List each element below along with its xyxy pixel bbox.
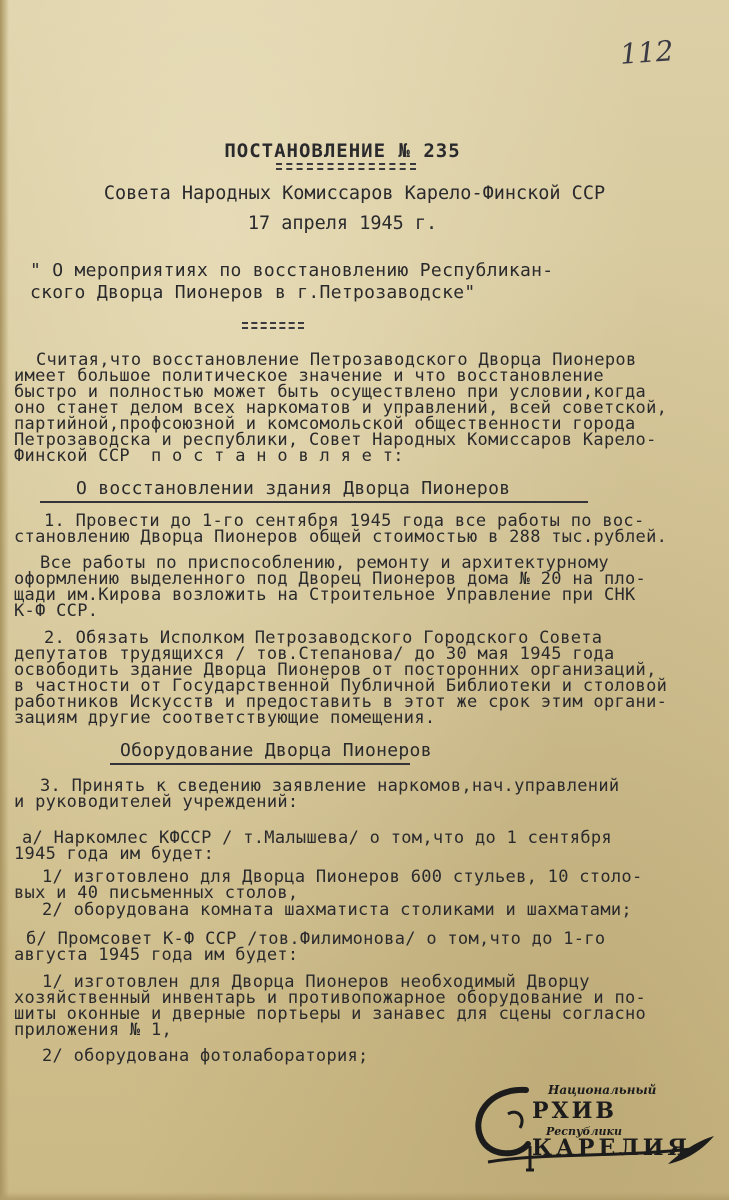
item-2-line: работников Искусств и предоставить в этот же срок этим органи- xyxy=(14,692,668,712)
logo-text-karelia: КАРЕЛИЯ xyxy=(532,1135,691,1161)
subject-line-2: ского Дворца Пионеров в г.Петрозаводске" xyxy=(30,282,476,303)
sub-b-line: августа 1945 года им будет: xyxy=(14,945,299,965)
sub-b2-line: 2/ оборудована фотолаборатория; xyxy=(42,1046,369,1066)
title-double-underline xyxy=(276,163,416,165)
item-3-line: и руководителей учреждений: xyxy=(14,792,299,812)
sub-b1-line: хозяйственный инвентарь и противопожарное оборудование и по- xyxy=(14,988,647,1008)
sub-a1-line: 1/ изготовлено для Дворца Пионеров 600 стульев, 10 столо- xyxy=(42,867,643,887)
sub-b1-line: приложения № 1, xyxy=(14,1020,173,1040)
section-heading-underline xyxy=(110,763,410,765)
title-double-underline-2 xyxy=(276,168,416,170)
archive-page-number: 112 xyxy=(618,34,675,71)
subject-line-1: " О мероприятиях по восстановлению Республикан- xyxy=(30,260,554,281)
issuer-line: Совета Народных Комиссаров Карело-Финской ССР xyxy=(103,183,606,204)
sub-b-line: б/ Промсовет К-Ф ССР /тов.Филимонова/ о том,что до 1-го xyxy=(26,929,606,949)
item-1-line: 1. Провести до 1-го сентября 1945 года все работы по вос- xyxy=(44,511,645,531)
section-heading-equipment: Оборудование Дворца Пионеров xyxy=(120,740,432,761)
item-2-line: освободить здание Дворца Пионеров от посторонних организаций, xyxy=(14,660,657,680)
preamble-line: быстро и полностью может быть осуществлено при условии,когда xyxy=(14,382,647,402)
subject-separator xyxy=(242,322,304,324)
item-2-line: зациям другие соответствующие помещения. xyxy=(14,708,436,728)
subject-separator-2 xyxy=(242,327,304,329)
item-1-extra-line: Все работы по приспособлению, ремонту и архитектурному xyxy=(40,553,609,573)
sub-b1-line: 1/ изготовлен для Дворца Пионеров необходимый Дворцу xyxy=(42,972,590,992)
item-1-line: становлению Дворца Пионеров общей стоимостью в 288 тыс.рублей. xyxy=(14,527,668,547)
archive-logo xyxy=(468,1078,718,1178)
item-2-line: депутатов трудящихся / тов.Степанова/ до 30 мая 1945 года xyxy=(14,644,615,664)
item-2-line: 2. Обязать Исполком Петрозаводского Городского Совета xyxy=(44,628,603,648)
preamble-line: Считая,что восстановление Петрозаводского Дворца Пионеров xyxy=(36,350,637,370)
item-1-extra-line: щади им.Кирова возложить на Строительное Управление при СНК xyxy=(14,585,636,605)
preamble-line: партийной,профсоюзной и комсомольской общественности города xyxy=(14,414,636,434)
resolution-date: 17 апреля 1945 г. xyxy=(247,213,438,234)
preamble-line: Петрозаводска и республики, Совет Народных Комиссаров Карело- xyxy=(14,430,657,450)
item-2-line: в частности от Государственной Публичной Библиотеки и столовой xyxy=(14,676,668,696)
page-edge-shadow-bottom xyxy=(0,1192,729,1200)
logo-text-archive: РХИВ xyxy=(532,1098,617,1124)
item-1-extra-line: К-Ф ССР. xyxy=(14,601,99,621)
sub-b1-line: шиты оконные и дверные портьеры и занавес для сцены согласно xyxy=(14,1004,647,1024)
resolution-title: ПОСТАНОВЛЕНИЕ № 235 xyxy=(224,140,461,162)
section-heading-building: О восстановлении здания Дворца Пионеров xyxy=(76,478,511,499)
item-1-extra-line: оформлению выделенного под Дворец Пионеров дома № 20 на пло- xyxy=(14,569,647,589)
item-3-line: 3. Принять к сведению заявление наркомов,нач.управлений xyxy=(40,776,620,796)
page-edge-shadow xyxy=(0,0,9,1200)
logo-text-republic: Республики xyxy=(546,1125,622,1138)
logo-text-national: Национальный xyxy=(548,1083,657,1097)
preamble-line: имеет большое политическое значение и что восстановление xyxy=(14,366,604,386)
preamble-line: Финской ССР п о с т а н о в л я е т: xyxy=(14,446,404,466)
sub-a-line: а/ Наркомлес КФССР / т.Малышева/ о том,что до 1 сентября xyxy=(22,828,612,848)
preamble-line: оно станет делом всех наркоматов и управлений, всей советской, xyxy=(14,398,668,418)
section-heading-underline xyxy=(40,501,588,503)
sub-a-line: 1945 года им будет: xyxy=(14,844,215,864)
sub-a1-line: вых и 40 письменных столов, xyxy=(14,883,299,903)
sub-a2-line: 2/ оборудована комната шахматиста столиками и шахматами; xyxy=(42,900,632,920)
